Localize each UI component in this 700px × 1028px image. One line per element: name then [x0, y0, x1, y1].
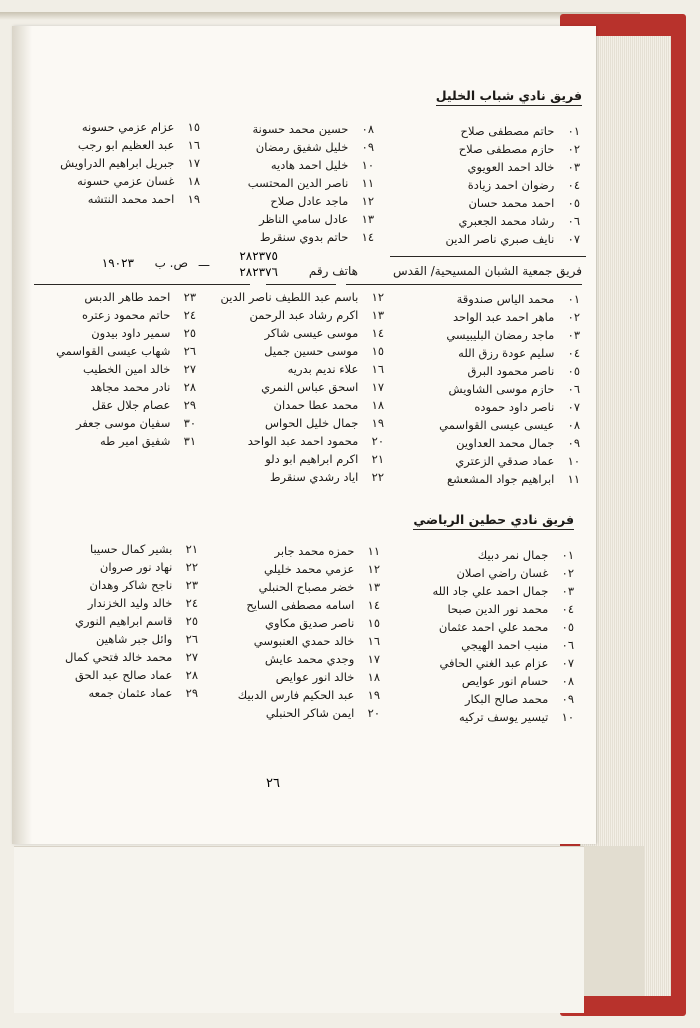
player-entry: [404, 194, 580, 212]
player-number: ١٧: [187, 156, 200, 170]
player-number: ٠٩: [361, 140, 374, 154]
player-name: عصام جلال عقل: [91, 398, 171, 412]
player-name: نهاد نور صروان: [99, 560, 173, 574]
team3-column-2: [204, 542, 380, 722]
player-number: ١٤: [371, 326, 384, 340]
player-name: تيسير يوسف تركيه: [458, 710, 549, 724]
player-entry: [404, 212, 580, 230]
player-number: ٢٧: [183, 362, 196, 376]
player-number: ٠٨: [361, 122, 374, 136]
player-entry: [394, 344, 580, 362]
player-name: حمزه محمد جابر: [274, 544, 355, 558]
player-entry: [404, 176, 580, 194]
player-entry: [404, 158, 580, 176]
player-name: خالد حمدي العنبوسي: [253, 634, 355, 648]
player-entry: [394, 308, 580, 326]
player-entry: [404, 122, 580, 140]
player-entry: [404, 140, 580, 158]
player-entry: [206, 414, 384, 432]
player-name: بشير كمال حسيبا: [89, 542, 173, 556]
player-name: عماد صدقي الزعتري: [455, 454, 555, 468]
team3-column-1: [398, 546, 574, 726]
player-number: ١٩: [367, 688, 380, 702]
player-entry: [394, 398, 580, 416]
player-name: ابراهيم جواد المشعشع: [447, 472, 555, 486]
player-number: ٢٢: [371, 470, 384, 484]
player-name: وجدي محمد عايش: [264, 652, 355, 666]
player-entry: [28, 324, 196, 342]
phone-label: هاتف رقم: [308, 264, 358, 278]
player-name: محمود احمد عبد الواحد: [247, 434, 359, 448]
player-name: احمد محمد النتشه: [87, 192, 175, 206]
ymca-phone-underline: [266, 284, 336, 285]
player-number: ٢٦: [183, 344, 196, 358]
player-name: جمال احمد علي جاد الله: [432, 584, 549, 598]
player-number: ٢٠: [367, 706, 380, 720]
player-number: ١٢: [371, 290, 384, 304]
player-number: ٢٣: [185, 578, 198, 592]
player-number: ٠٥: [567, 196, 580, 210]
player-name: خالد احمد العويوي: [467, 160, 555, 174]
team2-column-1: [394, 290, 580, 488]
player-name: احمد طاهر الدبس: [84, 290, 171, 304]
player-entry: [206, 450, 384, 468]
player-name: ناجح شاكر وهدان: [89, 578, 173, 592]
team1-column-2: [198, 120, 374, 246]
player-name: خليل احمد هاديه: [270, 158, 349, 172]
player-name: شهاب عيسى القواسمي: [56, 344, 171, 358]
player-number: ٠٤: [567, 346, 580, 360]
player-number: ١٣: [367, 580, 380, 594]
team2-column-3: [28, 288, 196, 450]
player-name: رضوان احمد زيادة: [467, 178, 555, 192]
player-name: عماد عثمان جمعه: [88, 686, 173, 700]
player-number: ٢٧: [185, 650, 198, 664]
player-number: ١٦: [367, 634, 380, 648]
book-top-shadow: [0, 12, 640, 20]
player-name: غسان عزمي حسونه: [77, 174, 175, 188]
player-number: ١٩: [371, 416, 384, 430]
player-name: محمد صالح البكار: [464, 692, 549, 706]
player-number: ٠٩: [567, 436, 580, 450]
player-name: جمال نمر دبيك: [477, 548, 549, 562]
player-entry: [198, 138, 374, 156]
player-entry: [204, 542, 380, 560]
player-name: محمد خالد فتحي كمال: [64, 650, 173, 664]
player-name: حاتم محمود زعتره: [82, 308, 171, 322]
player-name: حاتم بدوي سنقرط: [259, 230, 349, 244]
book-page: [12, 26, 596, 844]
player-entry: [30, 172, 200, 190]
player-number: ٠٣: [561, 584, 574, 598]
player-entry: [206, 342, 384, 360]
player-name: ايمن شاكر الحنبلي: [265, 706, 355, 720]
player-number: ١١: [361, 176, 374, 190]
player-number: ٠٤: [561, 602, 574, 616]
player-number: ٠١: [567, 292, 580, 306]
player-entry: [206, 396, 384, 414]
player-number: ١٠: [361, 158, 374, 172]
player-number: ٠٦: [561, 638, 574, 652]
player-number: ٢١: [371, 452, 384, 466]
player-entry: [198, 156, 374, 174]
player-name: اياد رشدي سنقرط: [269, 470, 359, 484]
player-number: ١٢: [361, 194, 374, 208]
player-entry: [28, 432, 196, 450]
player-entry: [398, 672, 574, 690]
player-number: ٢٩: [185, 686, 198, 700]
player-number: ١٧: [371, 380, 384, 394]
player-entry: [198, 120, 374, 138]
player-name: عزام عبد الغني الحافي: [439, 656, 549, 670]
player-entry: [28, 630, 198, 648]
player-entry: [398, 600, 574, 618]
player-name: جبريل ابراهيم الدراويش: [60, 156, 175, 170]
player-name: شفيق امير طه: [100, 434, 171, 448]
player-entry: [394, 380, 580, 398]
player-number: ٠٤: [567, 178, 580, 192]
player-entry: [204, 704, 380, 722]
player-entry: [404, 230, 580, 248]
player-name: محمد نور الدين صبحا: [447, 602, 549, 616]
player-name: حاتم مصطفى صلاح: [460, 124, 555, 138]
player-number: ٠٢: [567, 142, 580, 156]
player-entry: [398, 708, 574, 726]
player-number: ٢٠: [371, 434, 384, 448]
player-number: ٠٥: [561, 620, 574, 634]
player-name: محمد عطا حمدان: [273, 398, 359, 412]
player-name: موسى عيسى شاكر: [264, 326, 359, 340]
player-name: خالد انور عوايص: [275, 670, 355, 684]
player-number: ٣١: [183, 434, 196, 448]
player-name: علاء نديم بدريه: [287, 362, 359, 376]
player-name: ناصر صديق مكاوي: [265, 616, 355, 630]
player-name: احمد محمد حسان: [468, 196, 555, 210]
player-name: عبد الحكيم فارس الدبيك: [237, 688, 355, 702]
pobox-label: ص. ب: [154, 256, 188, 270]
pobox-number: ١٩٠٢٣: [101, 256, 134, 270]
player-entry: [398, 618, 574, 636]
player-entry: [206, 306, 384, 324]
player-number: ١٨: [187, 174, 200, 188]
player-entry: [206, 468, 384, 486]
player-entry: [398, 564, 574, 582]
player-name: ناصر الدين المحتسب: [247, 176, 349, 190]
book-lower-pages: [14, 846, 584, 1013]
player-name: سليم عودة رزق الله: [458, 346, 555, 360]
player-name: نايف صبري ناصر الدين: [445, 232, 555, 246]
dash-separator: —: [198, 258, 210, 272]
player-entry: [30, 190, 200, 208]
player-number: ٢٤: [183, 308, 196, 322]
player-number: ٠٧: [561, 656, 574, 670]
player-name: ماجد عادل صلاح: [270, 194, 349, 208]
player-entry: [204, 560, 380, 578]
player-entry: [30, 136, 200, 154]
player-name: خليل شفيق رمضان: [255, 140, 349, 154]
player-entry: [204, 650, 380, 668]
player-entry: [204, 614, 380, 632]
player-name: جمال محمد العداوين: [456, 436, 555, 450]
player-name: ناصر داود حموده: [474, 400, 555, 414]
player-number: ٢٥: [185, 614, 198, 628]
phone-number-1: ٢٨٢٣٧٥: [239, 249, 278, 263]
player-number: ٠٦: [567, 214, 580, 228]
section-title-khalil: فريق نادي شباب الخليل: [436, 88, 582, 106]
player-entry: [394, 326, 580, 344]
player-number: ٢٦: [185, 632, 198, 646]
player-name: موسى حسين جميل: [264, 344, 359, 358]
player-name: خالد وليد الخزندار: [87, 596, 173, 610]
player-name: نادر محمد مجاهد: [90, 380, 171, 394]
player-entry: [398, 690, 574, 708]
player-number: ٠٨: [567, 418, 580, 432]
player-entry: [206, 360, 384, 378]
player-entry: [28, 594, 198, 612]
player-number: ٠٣: [567, 328, 580, 342]
player-name: ماجد رمضان البليبيسي: [446, 328, 555, 342]
section-title-ymca: فريق جمعية الشبان المسيحية/ القدس: [392, 264, 582, 278]
player-name: وائل جبر شاهين: [96, 632, 173, 646]
player-entry: [28, 612, 198, 630]
player-entry: [394, 362, 580, 380]
player-entry: [30, 118, 200, 136]
player-entry: [28, 648, 198, 666]
player-name: عبد العظيم ابو رجب: [77, 138, 175, 152]
player-number: ٢٥: [183, 326, 196, 340]
team3-column-3: [28, 540, 198, 702]
player-entry: [28, 342, 196, 360]
player-name: حسين محمد حسونة: [252, 122, 349, 136]
player-number: ٢١: [185, 542, 198, 556]
player-entry: [206, 324, 384, 342]
player-entry: [30, 154, 200, 172]
player-entry: [28, 378, 196, 396]
player-entry: [28, 666, 198, 684]
player-name: عيسى عيسى القواسمي: [439, 418, 555, 432]
player-number: ٢٨: [183, 380, 196, 394]
player-entry: [198, 174, 374, 192]
team1-column-1: [404, 122, 580, 248]
player-number: ٢٢: [185, 560, 198, 574]
ymca-title-underline: [346, 284, 582, 285]
book-lower-edge: [584, 846, 644, 996]
player-entry: [206, 288, 384, 306]
player-number: ١١: [567, 472, 580, 486]
player-name: اكرم ابراهيم ابو دلو: [265, 452, 359, 466]
player-entry: [28, 558, 198, 576]
player-entry: [206, 432, 384, 450]
phone-numbers: [239, 248, 278, 280]
player-number: ١٩: [187, 192, 200, 206]
player-name: حسام انور عوايص: [461, 674, 549, 688]
player-entry: [28, 288, 196, 306]
player-number: ٠١: [567, 124, 580, 138]
player-name: عزمي محمد خليلي: [264, 562, 355, 576]
player-name: حازم مصطفى صلاح: [458, 142, 555, 156]
player-entry: [398, 546, 574, 564]
player-number: ٠٥: [567, 364, 580, 378]
player-number: ٠٨: [561, 674, 574, 688]
player-name: اسحق عباس النمري: [261, 380, 359, 394]
player-number: ١٤: [367, 598, 380, 612]
player-entry: [206, 378, 384, 396]
player-entry: [394, 470, 580, 488]
section-title-hittin: فريق نادي حطين الرياضي: [413, 512, 574, 530]
player-entry: [28, 396, 196, 414]
player-name: عزام عزمي حسونه: [81, 120, 175, 134]
player-name: منيب احمد الهيجي: [461, 638, 549, 652]
page-number: ٢٦: [266, 776, 280, 791]
player-number: ٠٩: [561, 692, 574, 706]
player-entry: [394, 452, 580, 470]
player-entry: [204, 686, 380, 704]
player-name: قاسم ابراهيم النوري: [74, 614, 173, 628]
player-number: ٣٠: [183, 416, 196, 430]
phone-number-2: ٢٨٢٣٧٦: [239, 265, 278, 279]
player-number: ١٥: [371, 344, 384, 358]
player-name: سمير داود بيدون: [91, 326, 171, 340]
player-number: ١٠: [567, 454, 580, 468]
player-name: ناصر محمود البرق: [467, 364, 555, 378]
player-entry: [198, 210, 374, 228]
player-number: ١٢: [367, 562, 380, 576]
player-number: ٠٧: [567, 400, 580, 414]
player-name: محمد علي احمد عثمان: [438, 620, 549, 634]
player-entry: [204, 632, 380, 650]
player-number: ٠٧: [567, 232, 580, 246]
player-entry: [398, 582, 574, 600]
player-number: ٠٣: [567, 160, 580, 174]
player-name: جمال خليل الحواس: [265, 416, 359, 430]
player-number: ١٤: [361, 230, 374, 244]
player-entry: [28, 360, 196, 378]
player-entry: [204, 596, 380, 614]
player-number: ١٦: [187, 138, 200, 152]
player-number: ٢٩: [183, 398, 196, 412]
player-number: ١٨: [367, 670, 380, 684]
player-number: ٢٣: [183, 290, 196, 304]
player-entry: [394, 434, 580, 452]
team1-column-3: [30, 118, 200, 208]
player-entry: [394, 290, 580, 308]
player-number: ٢٨: [185, 668, 198, 682]
player-number: ١٨: [371, 398, 384, 412]
player-entry: [398, 654, 574, 672]
player-name: عادل سامي الناظر: [259, 212, 349, 226]
player-number: ١٧: [367, 652, 380, 666]
player-entry: [198, 228, 374, 246]
player-name: خالد امين الخطيب: [82, 362, 171, 376]
divider-rule: [390, 256, 586, 257]
player-entry: [398, 636, 574, 654]
player-name: حازم موسى الشاويش: [448, 382, 555, 396]
player-number: ٠٢: [567, 310, 580, 324]
player-number: ٠٦: [567, 382, 580, 396]
player-number: ٠١: [561, 548, 574, 562]
player-name: سفيان موسى جعفر: [76, 416, 171, 430]
player-number: ١٥: [187, 120, 200, 134]
player-entry: [204, 578, 380, 596]
player-name: عماد صالح عبد الحق: [74, 668, 173, 682]
player-number: ١٠: [561, 710, 574, 724]
player-entry: [28, 684, 198, 702]
player-number: ١٦: [371, 362, 384, 376]
player-entry: [28, 414, 196, 432]
player-number: ١٥: [367, 616, 380, 630]
team2-column-2: [206, 288, 384, 486]
player-entry: [28, 540, 198, 558]
player-name: رشاد محمد الجعبري: [458, 214, 555, 228]
player-entry: [198, 192, 374, 210]
player-name: باسم عبد اللطيف ناصر الدين: [220, 290, 359, 304]
player-name: غسان راضي اصلان: [456, 566, 549, 580]
player-number: ٠٢: [561, 566, 574, 580]
player-number: ٢٤: [185, 596, 198, 610]
player-name: خضر مصباح الحنبلي: [258, 580, 355, 594]
player-number: ١١: [367, 544, 380, 558]
player-entry: [28, 576, 198, 594]
player-entry: [28, 306, 196, 324]
player-name: ماهر احمد عبد الواحد: [452, 310, 555, 324]
player-number: ١٣: [361, 212, 374, 226]
player-entry: [204, 668, 380, 686]
player-entry: [394, 416, 580, 434]
ymca-pobox-underline: [34, 284, 250, 285]
player-name: محمد الياس صندوقة: [456, 292, 555, 306]
player-name: اكرم رشاد عبد الرحمن: [249, 308, 359, 322]
player-number: ١٣: [371, 308, 384, 322]
player-name: اسامه مصطفى السايح: [246, 598, 355, 612]
